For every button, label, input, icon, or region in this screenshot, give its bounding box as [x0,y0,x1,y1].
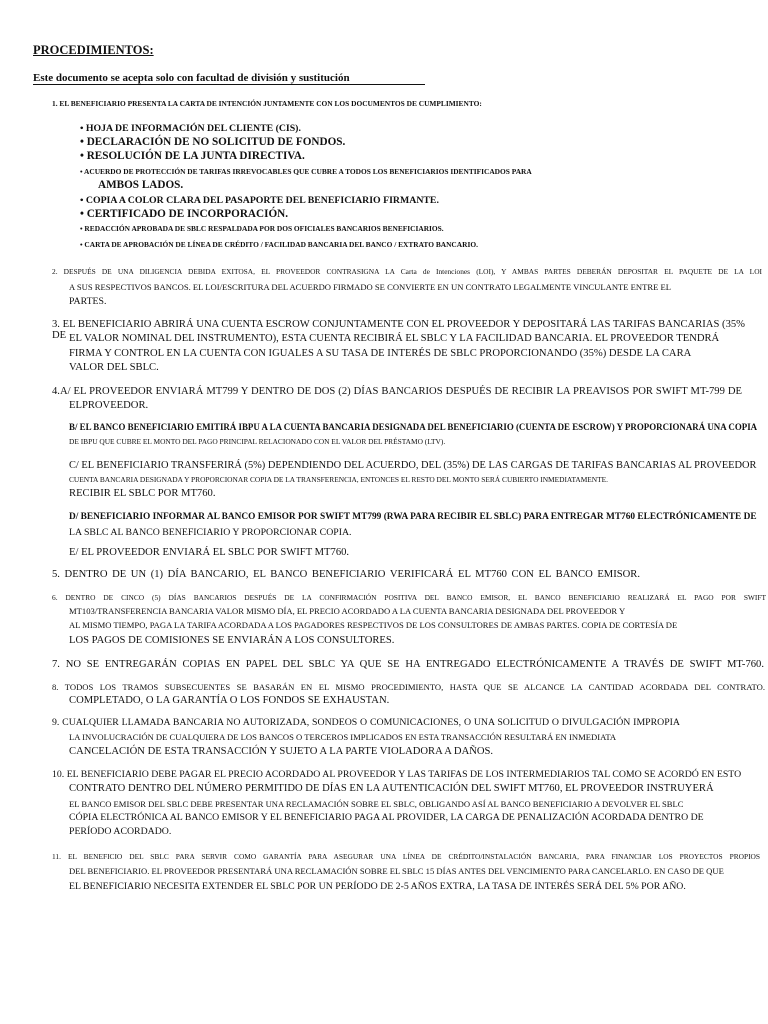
item-4b-line-2: DE IBPU QUE CUBRE EL MONTO DEL PAGO PRINCIPAL RELACIONADO CON EL VALOR DEL PRÉSTAMO (LTV). [69,437,446,446]
item-4c-line-1: C/ EL BENEFICIARIO TRANSFERIRÁ (5%) DEPENDIENDO DEL ACUERDO, DEL (35%) DE LAS CARGAS DE TARIFAS BANCARIAS AL PROVEEDOR [69,460,757,471]
item-10-line-5: PERÍODO ACORDADO. [69,826,172,837]
item-10-line-3: EL BANCO EMISOR DEL SBLC DEBE PRESENTAR UNA RECLAMACIÓN SOBRE EL SBLC, OBLIGANDO ASÍ AL BANCO BENEFICIARIO A DEVOLVER EL SBLC [69,799,684,809]
document-subtitle: Este documento se acepta solo con facultad de división y sustitución [33,72,350,84]
item-11-line-1: 11. EL BENEFICIO DEL SBLC PARA SERVIR COMO GARANTÍA PARA ASEGURAR UNA LÍNEA DE CRÉDITO/INSTALACIÓN BANCARIA, PARA FINANCIAR LOS PROYECTOS PROPIOS [52,852,760,861]
item-6-line-1: 6. DENTRO DE CINCO (5) DÍAS BANCARIOS DESPUÉS DE LA CONFIRMACIÓN POSITIVA DEL BANCO EMISOR, EL BANCO BENEFICIARIO REALIZARÁ EL PAGO POR SWIFT [52,593,766,602]
subtitle-underline [33,84,425,85]
item-10-line-1: 10. EL BENEFICIARIO DEBE PAGAR EL PRECIO ACORDADO AL PROVEEDOR Y LAS TARIFAS DE LOS INTERMEDIARIOS TAL COMO SE ACORDÓ EN ESTO [52,769,742,780]
item-4d-line-1: D/ BENEFICIARIO INFORMAR AL BANCO EMISOR POR SWIFT MT799 (RWA PARA RECIBIR EL SBLC) PARA ENTREGAR MT760 ELECTRÓNICAMENTE DE [69,512,757,522]
item-2-line-3: PARTES. [69,296,107,307]
item-4b-line-1: B/ EL BANCO BENEFICIARIO EMITIRÁ IBPU A LA CUENTA BANCARIA DESIGNADA DEL BENEFICIARIO (CUENTA DE ESCROW) Y PROPORCIONARÁ UNA COPIA [69,422,758,432]
item-4c-line-3: RECIBIR EL SBLC POR MT760. [69,488,216,499]
item-1-bullet-acuerdo: • ACUERDO DE PROTECCIÓN DE TARIFAS IRREVOCABLES QUE CUBRE A TODOS LOS BENEFICIARIOS IDENTIFICADOS PARA [80,167,532,176]
item-1-bullet-certificado: • CERTIFICADO DE INCORPORACIÓN. [80,208,289,220]
item-4c-line-2: CUENTA BANCARIA DESIGNADA Y PROPORCIONAR COPIA DE LA TRANSFERENCIA, ENTONCES EL RESTO DEL MONTO SERÁ CUBIERTO INMEDIATAMENTE. [69,475,609,484]
page-title: PROCEDIMIENTOS: [33,43,154,57]
item-3-line-2: EL VALOR NOMINAL DEL INSTRUMENTO), ESTA CUENTA RECIBIRÁ EL SBLC Y LA FACILIDAD BANCARIA. EL PROVEEDOR TENDRÁ [69,333,720,344]
item-4a-line-2: ELPROVEEDOR. [69,400,149,411]
item-3-line-1: 3. EL BENEFICIARIO ABRIRÁ UNA CUENTA ESCROW CONJUNTAMENTE CON EL PROVEEDOR Y DEPOSITARÁ LAS TARIFAS BANCARIAS (35% DE [52,319,745,341]
item-6-line-3: AL MISMO TIEMPO, PAGA LA TARIFA ACORDADA A LOS PAGADORES RESPECTIVOS DE LOS CONSULTORES DE AMBAS PARTES. COPIA DE CORTESÍA DE [69,620,678,630]
item-9-line-1: 9. CUALQUIER LLAMADA BANCARIA NO AUTORIZADA, SONDEOS O COMUNICACIONES, O UNA SOLICITUD O DIVULGACIÓN IMPROPIA [52,717,680,728]
item-1-bullet-acuerdo-cont: AMBOS LADOS. [98,179,184,191]
item-1-bullet-carta: • CARTA DE APROBACIÓN DE LÍNEA DE CRÉDITO / FACILIDAD BANCARIA DEL BANCO / EXTRATO BANCARIO. [80,240,478,249]
item-9-line-3: CANCELACIÓN DE ESTA TRANSACCIÓN Y SUJETO A LA PARTE VIOLADORA A DAÑOS. [69,746,494,757]
item-4a-line-1: 4.A/ EL PROVEEDOR ENVIARÁ MT799 Y DENTRO DE DOS (2) DÍAS BANCARIOS DESPUÉS DE RECIBIR LA PREAVISOS POR SWIFT MT-799 DE [52,386,742,397]
item-9-line-2: LA INVOLUCRACIÓN DE CUALQUIERA DE LOS BANCOS O TERCEROS IMPLICADOS EN ESTA TRANSACCIÓN RESULTARÁ EN INMEDIATA [69,732,617,742]
item-1-bullet-redaccion: • REDACCIÓN APROBADA DE SBLC RESPALDADA POR DOS OFICIALES BANCARIOS BENEFICIARIOS. [80,224,444,233]
item-3-line-4: VALOR DEL SBLC. [69,362,159,373]
item-6-line-4: LOS PAGOS DE COMISIONES SE ENVIARÁN A LOS CONSULTORES. [69,635,395,646]
item-2-line-1: 2. DESPUÉS DE UNA DILIGENCIA DEBIDA EXITOSA, EL PROVEEDOR CONTRASIGNA LA Carta de Intenciones (LOI), Y AMBAS PARTES DEBERÁN DEPOSITAR EL PAQUETE DE LA LOI [52,267,762,276]
item-10-line-2: CONTRATO DENTRO DEL NÚMERO PERMITIDO DE DÍAS EN LA AUTENTICACIÓN DEL SWIFT MT760, EL PROVEEDOR INSTRUYERÁ [69,783,714,794]
item-1-bullet-cis: • HOJA DE INFORMACIÓN DEL CLIENTE (CIS). [80,123,301,134]
item-8-line-2: COMPLETADO, O LA GARANTÍA O LOS FONDOS SE EXHAUSTAN. [69,695,390,706]
item-11-line-2: DEL BENEFICIARIO. EL PROVEEDOR PRESENTARÁ UNA RECLAMACIÓN SOBRE EL SBLC 15 DÍAS ANTES DEL VENCIMIENTO PARA CANCELARLO. EN CASO DE QUE [69,866,724,876]
item-11-line-3: EL BENEFICIARIO NECESITA EXTENDER EL SBLC POR UN PERÍODO DE 2-5 AÑOS EXTRA, LA TASA DE INTERÉS SERÁ DEL 5% POR AÑO. [69,881,686,892]
item-10-line-4: CÓPIA ELECTRÓNICA AL BANCO EMISOR Y EL BENEFICIARIO PAGA AL PROVIDER, LA CARGA DE PENALIZACIÓN ACORDADA DENTRO DE [69,812,704,823]
item-1-intro: 1. EL BENEFICIARIO PRESENTA LA CARTA DE INTENCIÓN JUNTAMENTE CON LOS DOCUMENTOS DE CUMPLIMIENTO: [52,99,482,108]
item-4d-line-2: LA SBLC AL BANCO BENEFICIARIO Y PROPORCIONAR COPIA. [69,527,352,538]
item-7-line-1: 7. NO SE ENTREGARÁN COPIAS EN PAPEL DEL SBLC YA QUE SE HA ENTREGADO ELECTRÓNICAMENTE A TRAVÉS DE SWIFT MT-760. [52,659,764,670]
item-6-line-2: MT103/TRANSFERENCIA BANCARIA VALOR MISMO DÍA, EL PRECIO ACORDADO A LA CUENTA BANCARIA DESIGNADA DEL PROVEEDOR Y [69,606,626,616]
item-2-line-2: A SUS RESPECTIVOS BANCOS. EL LOI/ESCRITURA DEL ACUERDO FIRMADO SE CONVIERTE EN UN CONTRATO LEGALMENTE VINCULANTE ENTRE EL [69,282,672,292]
item-3-line-3: FIRMA Y CONTROL EN LA CUENTA CON IGUALES A SU TASA DE INTERÉS DE SBLC PROPORCIONANDO (35%) DESDE LA CARA [69,348,692,359]
item-4e-line-1: E/ EL PROVEEDOR ENVIARÁ EL SBLC POR SWIFT MT760. [69,547,350,558]
item-1-bullet-pasaporte: • COPIA A COLOR CLARA DEL PASAPORTE DEL BENEFICIARIO FIRMANTE. [80,195,439,206]
item-5-line-1: 5. DENTRO DE UN (1) DÍA BANCARIO, EL BANCO BENEFICIARIO VERIFICARÁ EL MT760 CON EL BANCO EMISOR. [52,569,640,580]
item-1-bullet-resolucion: • RESOLUCIÓN DE LA JUNTA DIRECTIVA. [80,150,305,162]
item-1-bullet-no-solicitud: • DECLARACIÓN DE NO SOLICITUD DE FONDOS. [80,136,346,148]
item-8-line-1: 8. TODOS LOS TRAMOS SUBSECUENTES SE BASARÁN EN EL MISMO PROCEDIMIENTO, HASTA QUE SE ALCANCE LA CANTIDAD ACORDADA DEL CONTRATO. [52,682,765,692]
